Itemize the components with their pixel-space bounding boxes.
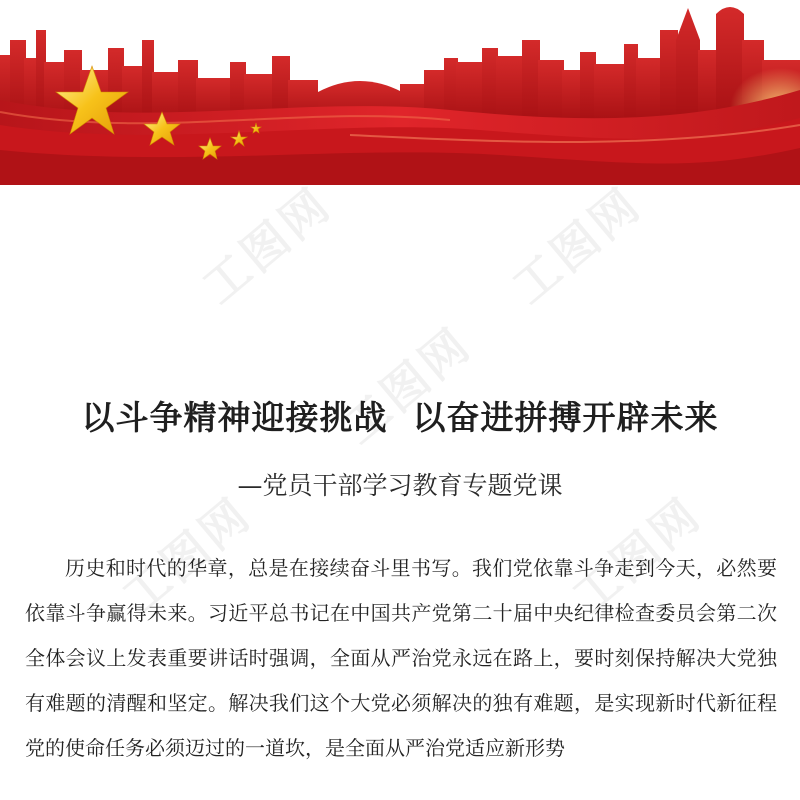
document-subtitle: —党员干部学习教育专题党课 — [237, 471, 563, 500]
watermark: 工图网 — [562, 486, 712, 625]
city-skyline-banner-graphic — [0, 0, 800, 185]
body-paragraph: 历史和时代的华章，总是在接续奋斗里书写。我们党依靠斗争走到今天，必然要依靠斗争赢得未来。习近平总书记在中国共产党第二十届中央纪律检查委员会第二次全体会议上发表重要讲话时强调，全面从严治党永远在路上，要时刻保持解决大党独有难题的清醒和坚定。解决我们这个大党必须解决的独有难题，是实现新时代新征程党的使命任务必须迈过的一道坎，是全面从严治党适应新形势 — [25, 556, 777, 760]
watermark: 工图网 — [192, 176, 342, 315]
header-banner — [0, 0, 800, 185]
watermark: 工图网 — [502, 176, 652, 315]
document-title: 以斗争精神迎接挑战 以奋进拼搏开辟未来 — [81, 398, 719, 437]
watermark: 工图网 — [112, 486, 262, 625]
watermark: 工图网 — [332, 316, 482, 455]
